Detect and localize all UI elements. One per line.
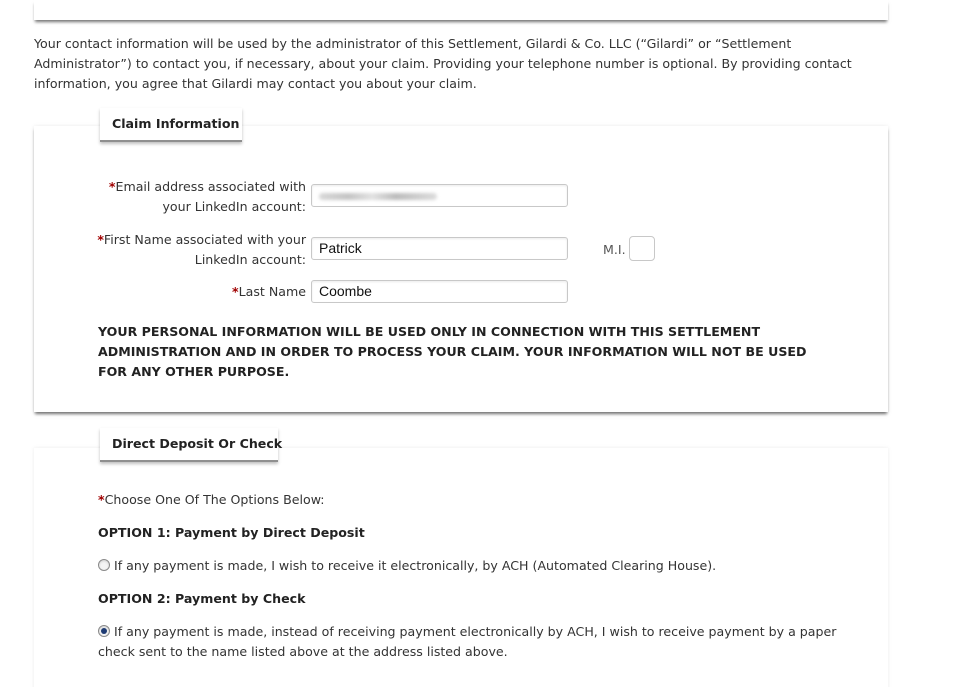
first-name-field[interactable]: Patrick: [311, 237, 568, 260]
option2-row[interactable]: [98, 622, 838, 662]
option1-radio[interactable]: [98, 559, 110, 571]
last-name-field[interactable]: Coombe: [311, 280, 568, 303]
email-label-line2: your LinkedIn account:: [162, 199, 306, 214]
middle-initial-field[interactable]: [629, 236, 655, 261]
claim-information-tab: Claim Information: [100, 108, 242, 142]
first-name-label-line2: LinkedIn account:: [194, 252, 306, 267]
email-label-line1: Email address associated with: [115, 179, 306, 194]
choose-option-prompt: [98, 490, 325, 510]
email-field[interactable]: [311, 184, 568, 207]
required-marker: *: [108, 179, 116, 194]
middle-initial-label: M.I.: [603, 242, 626, 257]
option1-row[interactable]: [98, 556, 838, 576]
first-name-field-label: [97, 230, 306, 270]
email-field-label: [109, 177, 306, 217]
first-name-label-line1: First Name associated with your: [103, 232, 306, 247]
last-name-label-text: Last Name: [238, 284, 306, 299]
redacted-email-value: [319, 193, 437, 200]
previous-panel-bottom: [34, 0, 888, 20]
option1-label: If any payment is made, I wish to receive it electronically, by ACH (Automated Clearing House).: [114, 558, 717, 573]
required-marker: *: [97, 232, 104, 247]
last-name-field-label: [232, 282, 306, 302]
option2-label: If any payment is made, instead of receiving payment electronically by ACH, I wish to receive payment by a paper check sent to the name listed above at the address listed above.: [98, 624, 837, 659]
privacy-notice: YOUR PERSONAL INFORMATION WILL BE USED ONLY IN CONNECTION WITH THIS SETTLEMENT ADMINISTRATION AND IN ORDER TO PROCESS YOUR CLAIM. YOUR INFORMATION WILL NOT BE USED FOR ANY OTHER PURPOSE.: [98, 324, 807, 379]
required-marker: *: [98, 492, 105, 507]
option2-radio[interactable]: [98, 625, 110, 637]
direct-deposit-tab: Direct Deposit Or Check: [100, 428, 278, 462]
option1-heading: OPTION 1: Payment by Direct Deposit: [98, 525, 365, 540]
contact-info-notice: Your contact information will be used by the administrator of this Settlement, Gilardi & Co. LLC (“Gilardi” or “Settlement Administrator”) to contact you, if necessary, about your claim. Providing your telephone number is optional. By providing contact information, you agree that Gilardi may contact you about your claim.: [34, 36, 852, 91]
required-marker: *: [232, 284, 239, 299]
choose-option-text: Choose One Of The Options Below:: [104, 492, 325, 507]
option2-heading: OPTION 2: Payment by Check: [98, 591, 306, 606]
